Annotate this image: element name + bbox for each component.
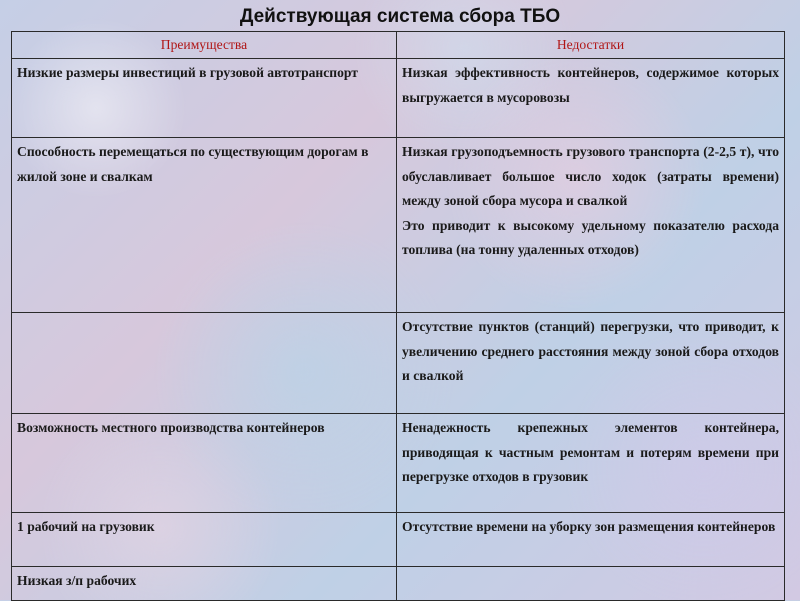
advantage-text: Низкая з/п рабочих <box>17 573 137 588</box>
disadvantage-cell <box>397 59 785 138</box>
disadvantage-text: Ненадежность крепежных элементов контейнера, приводящая к частным ремонтам и потерям времени при перегрузке отходов в грузовик <box>402 420 779 484</box>
table-row <box>12 59 785 138</box>
advantage-text: Возможность местного производства контейнеров <box>17 420 325 435</box>
disadvantage-text: Низкая эффективность контейнеров, содержимое которых выгружается в мусоровозы <box>402 65 779 105</box>
advantage-cell <box>12 313 397 414</box>
disadvantages-column-header: Недостатки <box>397 32 785 59</box>
table-row <box>12 313 785 414</box>
comparison-table <box>11 31 785 601</box>
advantage-cell <box>12 138 397 313</box>
disadvantage-cell <box>397 567 785 601</box>
page-title: Действующая система сбора ТБО <box>239 6 561 27</box>
table-row <box>12 414 785 513</box>
disadvantage-cell <box>397 138 785 313</box>
table-row <box>12 567 785 601</box>
advantage-cell <box>12 513 397 567</box>
advantage-cell <box>12 59 397 138</box>
advantage-cell <box>12 567 397 601</box>
advantage-text: Низкие размеры инвестиций в грузовой автотранспорт <box>17 65 358 80</box>
advantage-text: 1 рабочий на грузовик <box>17 519 155 534</box>
disadvantage-text: Отсутствие пунктов (станций) перегрузки, что приводит, к увеличению среднего расстояния между зоной сбора отходов и свалкой <box>402 319 779 383</box>
disadvantage-cell <box>397 414 785 513</box>
disadvantage-cell <box>397 513 785 567</box>
disadvantage-cell <box>397 313 785 414</box>
table-row <box>12 513 785 567</box>
table-header-row <box>12 32 785 59</box>
disadvantage-text: Низкая грузоподъемность грузового транспорта (2-2,5 т), что обуславливает большое число ходок (затраты времени) между зоной сбора мусора и свалкой <box>402 144 779 208</box>
table-row <box>12 138 785 313</box>
advantage-cell <box>12 414 397 513</box>
disadvantage-text: Отсутствие времени на уборку зон размещения контейнеров <box>402 519 776 534</box>
disadvantage-text: Это приводит к высокому удельному показателю расхода топлива (на тонну удаленных отходов) <box>402 217 779 257</box>
advantages-column-header: Преимущества <box>12 32 397 59</box>
advantage-text: Способность перемещаться по существующим дорогам в жилой зоне и свалкам <box>17 144 369 184</box>
